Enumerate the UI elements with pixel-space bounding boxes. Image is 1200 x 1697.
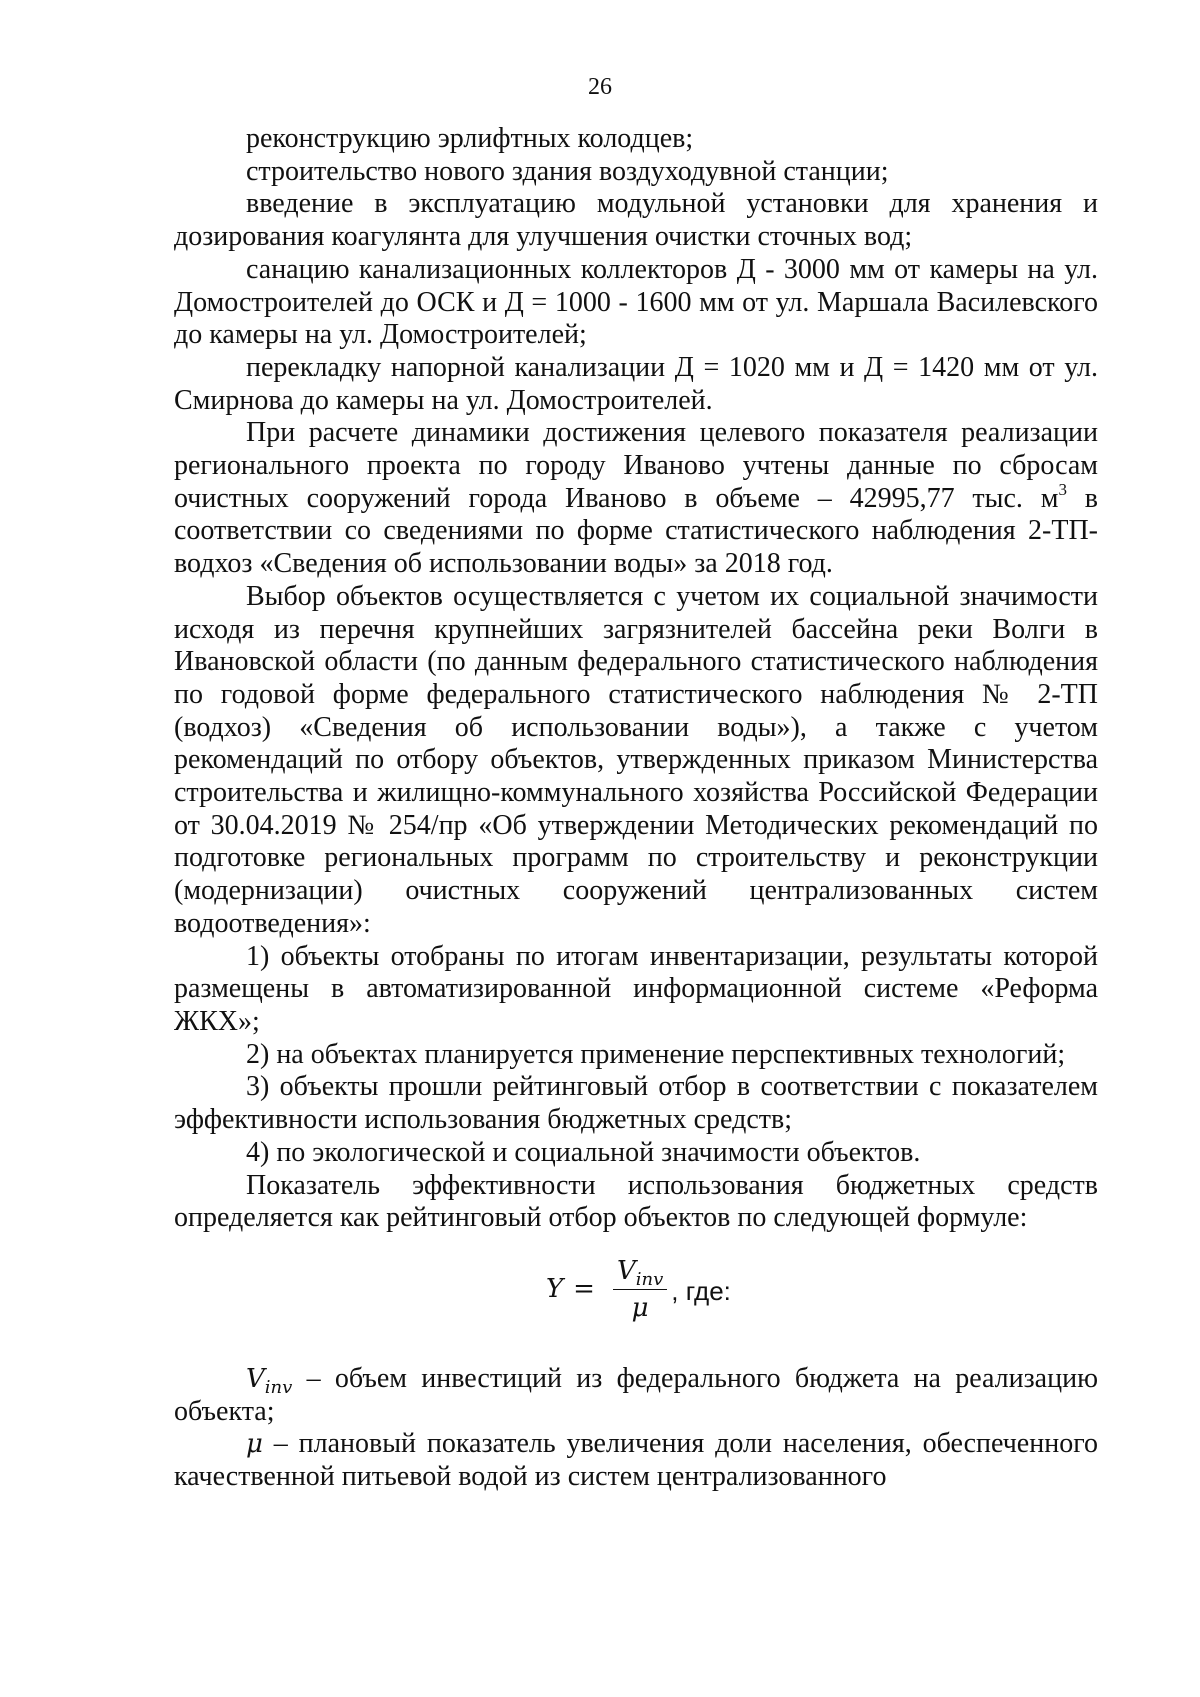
- page-number: 26: [588, 74, 612, 100]
- paragraph-object-selection: Выбор объектов осуществляется с учетом их социальной значимости исходя из перечня крупнейших загрязнителей бассейна реки Волги в Ивановской области (по данным федерального статистического наблюдения по годовой форме федерального статистического наблюдения № 2-ТП (водхоз) «Сведения об использовании воды»), а также с учетом рекомендаций по отбору объектов, утвержденных приказом Министерства строительства и жилищно-коммунального хозяйства Российской Федерации от 30.04.2019 № 254/пр «Об утверждении Методических рекомендаций по подготовке региональных программ по строительству и реконструкции (модернизации) очистных сооружений централизованных систем водоотведения»:: [174, 580, 1098, 939]
- vinv-subscript: inv: [264, 1376, 293, 1398]
- paragraph-collector-sanation: санацию канализационных коллекторов Д - 3000 мм от камеры на ул. Домостроителей до ОСК и Д = 1000 - 1600 мм от ул. Маршала Василевского до камеры на ул. Домостроителей;: [174, 253, 1098, 351]
- document-body: [174, 123, 1098, 1494]
- vinv-definition-text: – объем инвестиций из федерального бюджета на реализацию объекта;: [174, 1362, 1098, 1427]
- formula-fraction: [613, 1257, 667, 1322]
- formula-lhs: Y: [546, 1274, 564, 1305]
- formula-tail: , где:: [671, 1276, 731, 1307]
- list-item-rating: 3) объекты прошли рейтинговый отбор в соответствии с показателем эффективности использования бюджетных средств;: [174, 1071, 1098, 1136]
- definition-vinv: [174, 1363, 1098, 1428]
- paragraph-efficiency-indicator: Показатель эффективности использования бюджетных средств определяется как рейтинговый отбор объектов по следующей формуле:: [174, 1169, 1098, 1234]
- formula-denominator: μ: [631, 1292, 649, 1323]
- mu-symbol: μ: [246, 1429, 263, 1460]
- volume-text-after: в соответствии со сведениями по форме статистического наблюдения 2-ТП-водхоз «Сведения об использовании воды» за 2018 год.: [174, 482, 1098, 580]
- formula-equals: =: [573, 1274, 595, 1305]
- paragraph-pressure-sewer: перекладку напорной канализации Д = 1020 мм и Д = 1420 мм от ул. Смирнова до камеры на ул. Домостроителей.: [174, 351, 1098, 416]
- paragraph-blower-station: строительство нового здания воздуходувной станции;: [246, 155, 889, 187]
- cubic-superscript: 3: [1058, 479, 1067, 499]
- list-item-inventory: 1) объекты отобраны по итогам инвентаризации, результаты которой размещены в автоматизированной информационной системе «Реформа ЖКХ»;: [174, 940, 1098, 1037]
- rating-formula: [546, 1257, 731, 1322]
- mu-definition-text: – плановый показатель увеличения доли населения, обеспеченного качественной питьевой водой из систем централизованного: [174, 1428, 1098, 1493]
- paragraph-discharge-volume: [174, 417, 1098, 581]
- numerator-subscript: inv: [635, 1268, 664, 1290]
- vinv-symbol: [246, 1363, 293, 1398]
- numerator-base: V: [616, 1255, 636, 1286]
- paragraph-aerlift-wells: реконструкцию эрлифтных колодцев;: [246, 123, 694, 154]
- list-item-significance: 4) по экологической и социальной значимости объектов.: [246, 1136, 921, 1168]
- formula-block: [174, 1235, 1098, 1363]
- volume-text-before: При расчете динамики достижения целевого показателя реализации регионального проекта по городу Иваново учтены данные по сбросам очистных сооружений города Иваново в объеме – 42995,77 тыс. м: [174, 417, 1098, 514]
- definition-mu: [174, 1428, 1098, 1493]
- list-item-technologies: 2) на объектах планируется применение перспективных технологий;: [246, 1038, 1066, 1070]
- formula-numerator: [613, 1257, 667, 1290]
- paragraph-coagulant-unit: введение в эксплуатацию модульной установки для хранения и дозирования коагулянта для улучшения очистки сточных вод;: [174, 188, 1098, 253]
- vinv-base: V: [246, 1363, 265, 1394]
